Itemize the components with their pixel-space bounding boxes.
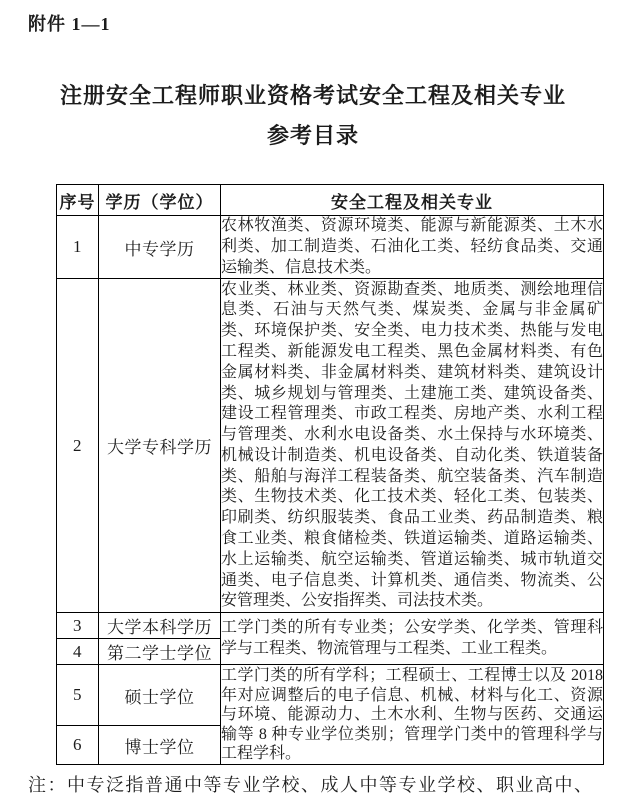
majors-cell-merged: 工学门类的所有专业类；公安学类、化学类、管理科学与工程类、物流管理与工程类、工业工程类。 [221, 613, 604, 665]
table-row [57, 665, 604, 726]
majors-cell: 农业类、林业类、资源勘查类、地质类、测绘地理信息类、石油与天然气类、煤炭类、金属与非金属矿类、环境保护类、安全类、电力技术类、热能与发电工程类、新能源发电工程类、黑色金属材料类、有色金属材料类、非金属材料类、建筑材料类、建筑设计类、城乡规划与管理类、土建施工类、建筑设备类、建设工程管理类、市政工程类、房地产类、水利工程与管理类、水利水电设备类、水土保持与水环境类、机械设计制造类、机电设备类、自动化类、铁道装备类、船舶与海洋工程装备类、航空装备类、汽车制造类、生物技术类、化工技术类、轻化工类、包装类、印刷类、纺织服装类、食品工业类、药品制造类、粮食工业类、粮食储检类、铁道运输类、道路运输类、水上运输类、航空运输类、管道运输类、城市轨道交通类、电子信息类、计算机类、通信类、物流类、公安管理类、公安指挥类、司法技术类。 [221, 279, 604, 613]
degree-cell: 硕士学位 [99, 665, 221, 726]
row-number: 1 [57, 216, 99, 279]
degree-cell: 中专学历 [99, 216, 221, 279]
table-row [57, 613, 604, 639]
row-number: 2 [57, 279, 99, 613]
table-header-row [57, 185, 604, 216]
column-header-majors: 安全工程及相关专业 [221, 185, 604, 216]
row-number: 5 [57, 665, 99, 726]
degree-cell: 大学本科学历 [99, 613, 221, 639]
table-row [57, 279, 604, 613]
degree-cell: 大学专科学历 [99, 279, 221, 613]
majors-cell: 农林牧渔类、资源环境类、能源与新能源类、土木水利类、加工制造类、石油化工类、轻纺食品类、交通运输类、信息技术类。 [221, 216, 604, 279]
row-number: 4 [57, 639, 99, 665]
column-header-no: 序号 [57, 185, 99, 216]
page-title-line-2: 参考目录 [266, 123, 359, 148]
degree-cell: 博士学位 [99, 726, 221, 765]
page-title-line-1: 注册安全工程师职业资格考试安全工程及相关专业 [59, 83, 566, 108]
page-title [0, 76, 626, 156]
degree-cell: 第二学士学位 [99, 639, 221, 665]
column-header-degree: 学历（学位） [99, 185, 221, 216]
row-number: 3 [57, 613, 99, 639]
table-row [57, 216, 604, 279]
majors-cell-merged: 工学门类的所有学科；工程硕士、工程博士以及 2018 年对应调整后的电子信息、机械、材料与化工、资源与环境、能源动力、土木水利、生物与医药、交通运输等 8 种专业学位类别；管理学门类中的管理科学与工程学科。 [221, 665, 604, 765]
row-number: 6 [57, 726, 99, 765]
attachment-label: 附件 1—1 [28, 14, 111, 34]
footnote: 注：中专泛指普通中等专业学校、成人中等专业学校、职业高中、 [28, 775, 594, 795]
majors-reference-table [56, 184, 604, 765]
